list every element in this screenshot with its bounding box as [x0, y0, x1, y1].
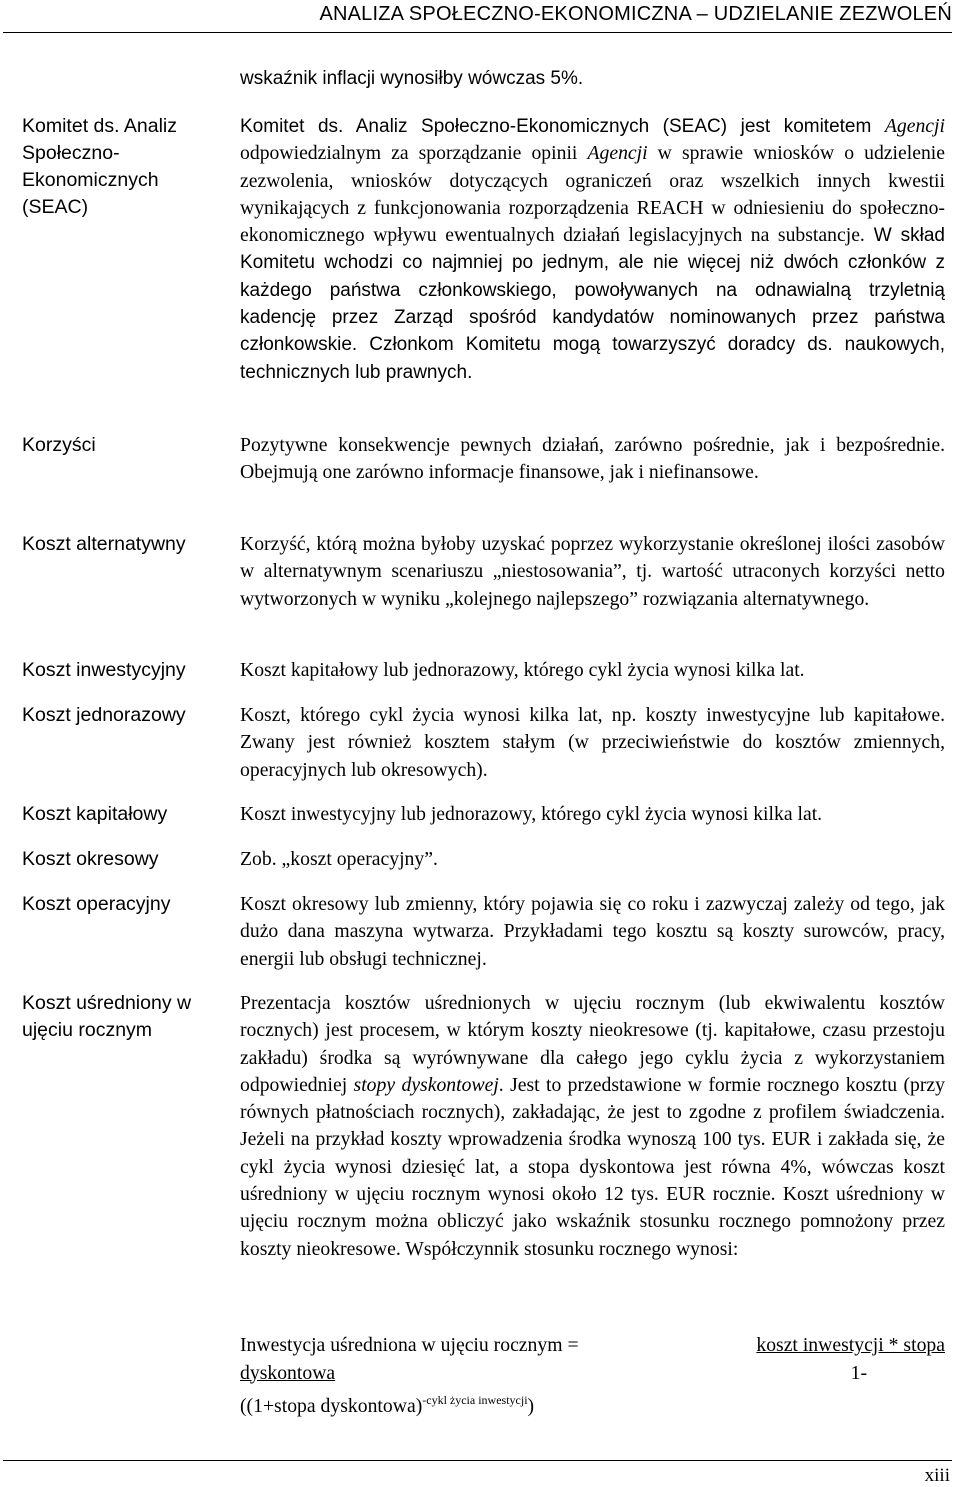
- definition-koszt-operacyjny: Koszt okresowy lub zmienny, który pojawia się co roku i zazwyczaj zależy od tego, jak dużo dana maszyna wytwarza. Przykładami tego kosztu są koszty surowców, pracy, energii lub obsługi technicznej.: [240, 893, 945, 970]
- term-korzysci: Korzyści: [22, 434, 96, 456]
- definition-korzysci: Pozytywne konsekwencje pewnych działań, zarówno pośrednie, jak i bezpośrednie. Obejmują one zarówno informacje finansowe, jak i niefinansowe.: [240, 434, 945, 484]
- definition-koszt-alternatywny: Korzyść, którą można byłoby uzyskać poprzez wykorzystanie określonej ilości zasobów w alternatywnym scenariuszu „niestosowania”, tj. wartość utraconych korzyści netto wytworzonych w wyniku „kolejnego najlepszego” rozwiązania alternatywnego.: [240, 533, 945, 610]
- formula-denominator-close: ): [527, 1395, 535, 1417]
- term-koszt-usredniony: Koszt uśredniony w ujęciu rocznym: [22, 992, 192, 1041]
- definition-koszt-okresowy: Zob. „koszt operacyjny”.: [240, 848, 438, 870]
- definition-seac-part-3: odpowiedzialnym za sporządzanie opinii: [240, 142, 588, 165]
- definition-seac-part-4: Agencji: [587, 142, 648, 165]
- formula-numerator-b: dyskontowa: [240, 1361, 336, 1384]
- running-header: ANALIZA SPOŁECZNO-EKONOMICZNA – UDZIELANIE ZEZWOLEŃ: [319, 3, 952, 25]
- footer-rule: [3, 1460, 952, 1461]
- definition-koszt-usredniony-part-2: stopy dyskontowej: [353, 1073, 499, 1096]
- term-koszt-alternatywny: Koszt alternatywny: [22, 533, 186, 555]
- formula-numerator-a: koszt inwestycji * stopa: [756, 1334, 945, 1356]
- definition-koszt-kapitalowy: Koszt inwestycyjny lub jednorazowy, którego cykl życia wynosi kilka lat.: [240, 803, 823, 825]
- definition-seac-part-1: Komitet ds. Analiz Społeczno-Ekonomicznych (SEAC) jest komitetem: [240, 116, 885, 137]
- formula-exponent: -cykl życia inwestycji: [422, 1393, 528, 1407]
- header-rule: [3, 32, 952, 33]
- formula-one-minus: 1-: [850, 1361, 867, 1384]
- formula-lhs: Inwestycja uśredniona w ujęciu rocznym =: [240, 1334, 579, 1356]
- formula-line-2: [240, 1360, 945, 1388]
- term-koszt-okresowy: Koszt okresowy: [22, 848, 159, 870]
- definition-koszt-usredniony: [240, 990, 945, 1263]
- definition-koszt-usredniony-part-1: Prezentacja kosztów uśrednionych w ujęciu rocznym (lub ekwiwalentu kosztów rocznych) jest procesem, w którym koszty nieokresowe (tj. kapitałowe, czasu przestoju zakładu) środka są wyrównywane dla całego jego cyklu życia z wykorzystaniem odpowiedniej: [240, 992, 945, 1096]
- definition-koszt-usredniony-part-3: . Jest to przedstawione w formie rocznego kosztu (przy równych płatnościach rocznych), zakładając, że jest to zgodne z profilem świadczenia. Jeżeli na przykład koszty wprowadzenia środka wynoszą 100 tys. EUR i zakłada się, że cykl życia wynosi dziesięć lat, a stopa dyskontowa jest równa 4%, wówczas koszt uśredniony w ujęciu rocznym wynosi około 12 tys. EUR rocznie. Koszt uśredniony w ujęciu rocznym można obliczyć jako wskaźnik stosunku rocznego pomnożony przez koszty nieokresowe. Współczynnik stosunku rocznego wynosi:: [240, 1073, 945, 1260]
- annualization-formula: [240, 1332, 945, 1421]
- term-koszt-jednorazowy: Koszt jednorazowy: [22, 704, 186, 726]
- definition-koszt-inwestycyjny: Koszt kapitałowy lub jednorazowy, którego cykl życia wynosi kilka lat.: [240, 659, 805, 681]
- term-koszt-inwestycyjny: Koszt inwestycyjny: [22, 659, 186, 681]
- formula-line-3: [240, 1387, 945, 1421]
- formula-line-1: [240, 1332, 945, 1360]
- term-seac: Komitet ds. Analiz Społeczno-Ekonomicznych (SEAC): [22, 115, 177, 218]
- definition-koszt-jednorazowy: Koszt, którego cykl życia wynosi kilka lat, np. koszty inwestycyjne lub kapitałowe. Zwany jest również kosztem stałym (w przeciwieństwie do kosztów zmiennych, operacyjnych lub okresowych).: [240, 704, 945, 781]
- page-header: [0, 0, 960, 34]
- definition-seac-part-2: Agencji: [884, 115, 945, 137]
- term-koszt-kapitalowy: Koszt kapitałowy: [22, 803, 168, 825]
- definition-seac-part-5: w sprawie wniosków o udzielenie zezwolenia, wniosków dotyczących ograniczeń oraz wszelkich innych kwestii wynikających z funkcjonowania rozporządzenia REACH w odniesieniu do społeczno-ekonomicznego wpływu ewentualnych działań legislacyjnych na substancje.: [240, 142, 946, 247]
- term-koszt-operacyjny: Koszt operacyjny: [22, 893, 171, 915]
- definition-seac: [240, 113, 945, 386]
- formula-denominator-open: ((1+stopa dyskontowa): [240, 1395, 423, 1417]
- page-number: xiii: [924, 1465, 950, 1486]
- definition-seac-part-6: W skład Komitetu wchodzi co najmniej po jednym, ale nie więcej niż dwóch członków z każdego państwa członkowskiego, powoływanych na odnawialną trzyletnią kadencję przez Zarząd spośród kandydatów nominowanych przez państwa członkowskie. Członkom Komitetu mogą towarzyszyć doradcy ds. naukowych, technicznych lub prawnych.: [240, 225, 945, 383]
- intro-text: wskaźnik inflacji wynosiłby wówczas 5%.: [240, 68, 584, 89]
